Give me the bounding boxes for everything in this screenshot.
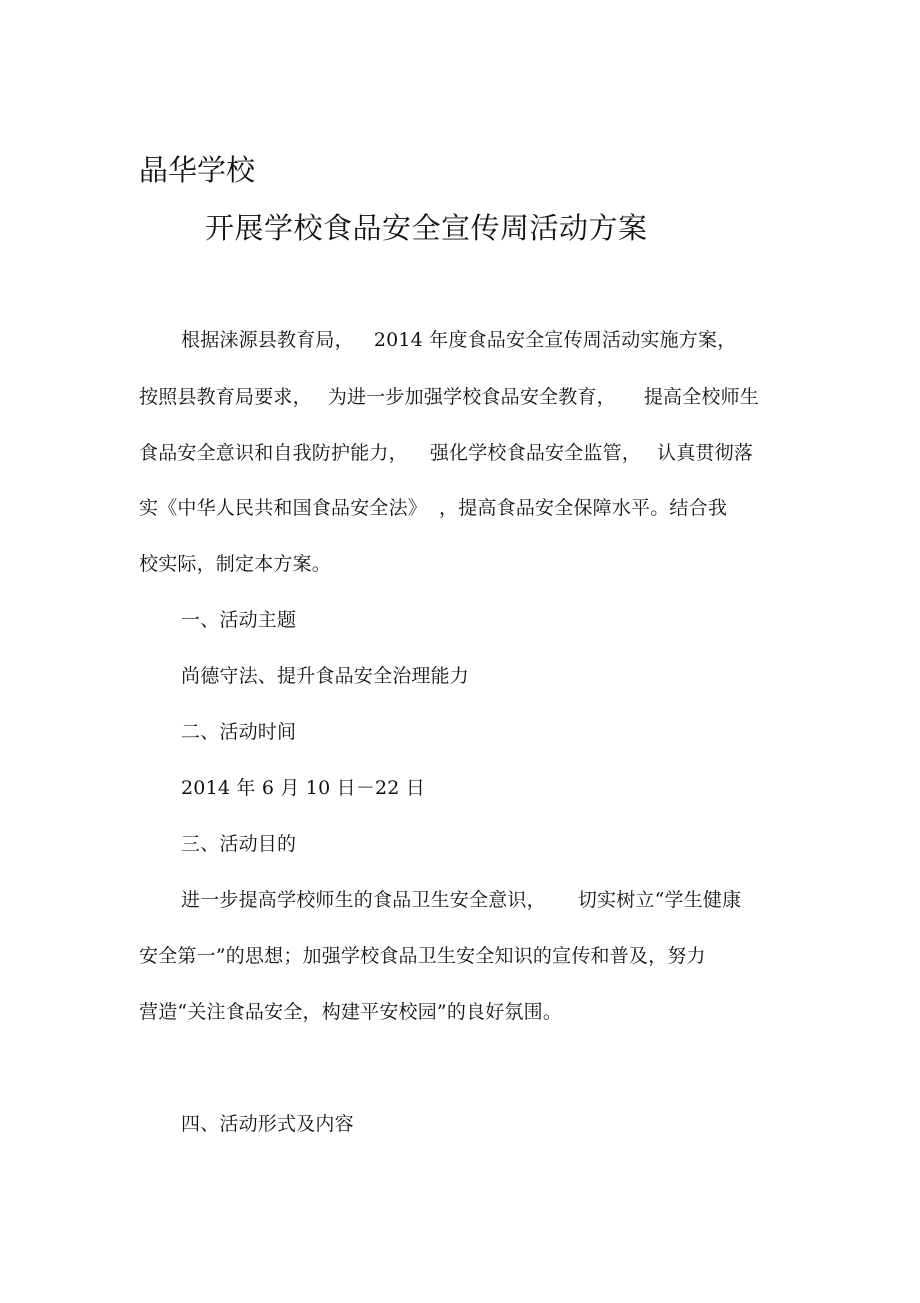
intro-line-4 (139, 496, 727, 520)
section-2-heading: 二、活动时间 (181, 721, 297, 743)
section-3-line-1-part-b: 切实树立“学生健康 (577, 889, 742, 911)
intro-line-1-part-a: 根据涞源县教育局， (181, 329, 354, 351)
section-3-line-2: 安全第一”的思想；加强学校食品卫生安全知识的宣传和普及，努力 (139, 945, 706, 967)
section-3-line-3: 营造“关注食品安全，构建平安校园”的良好氛围。 (139, 1001, 563, 1023)
intro-line-3 (139, 441, 753, 465)
intro-line-2-part-a: 按照县教育局要求， (139, 386, 312, 408)
section-3-line-1-part-a: 进一步提高学校师生的食品卫生安全意识， (181, 889, 546, 911)
document-title: 开展学校食品安全宣传周活动方案 (205, 211, 648, 245)
intro-line-1-part-b: 2014 年度食品安全宣传周活动实施方案， (373, 329, 737, 351)
intro-line-5: 校实际，制定本方案。 (139, 553, 332, 575)
intro-line-1 (181, 328, 736, 352)
school-name: 晶华学校 (139, 153, 256, 187)
intro-line-4-part-a: 实《中华人民共和国食品安全法》 (139, 497, 428, 519)
section-2-content: 2014 年 6 月 10 日－22 日 (181, 777, 426, 799)
section-1-heading: 一、活动主题 (181, 609, 297, 631)
intro-line-3-part-b: 强化学校食品安全监管， (429, 442, 642, 464)
section-1-content: 尚德守法、提升食品安全治理能力 (181, 665, 470, 687)
section-3-heading: 三、活动目的 (181, 833, 297, 855)
intro-line-2-part-c: 提高全校师生 (643, 386, 760, 408)
intro-line-2 (139, 385, 759, 409)
intro-line-3-part-c: 认真贯彻落 (657, 442, 754, 464)
section-4-heading: 四、活动形式及内容 (181, 1113, 354, 1135)
intro-line-2-part-b: 为进一步加强学校食品安全教育， (327, 386, 616, 408)
section-3-line-1 (181, 888, 741, 912)
intro-line-4-part-b: ，提高食品安全保障水平。结合我 (439, 497, 728, 519)
intro-line-3-part-a: 食品安全意识和自我防护能力， (139, 442, 408, 464)
